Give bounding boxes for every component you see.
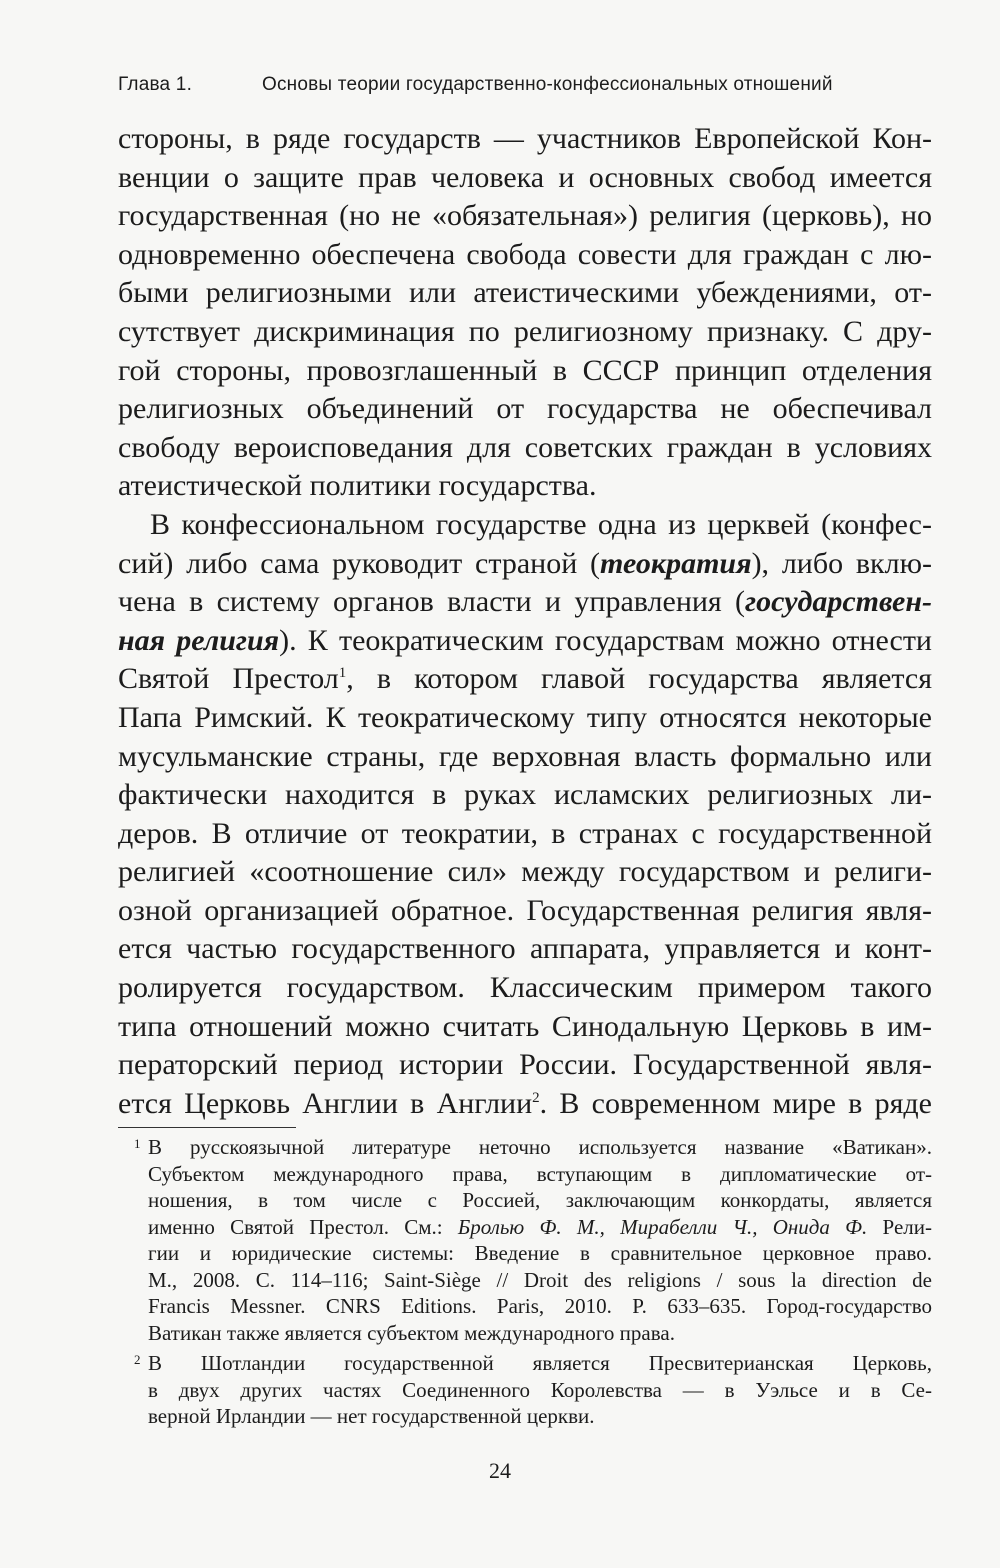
text-line: В конфессиональном государстве одна из церквей (конфес- (150, 507, 932, 541)
term-state-religion-part2: ная религия (118, 623, 280, 657)
chapter-label: Глава 1. (118, 74, 193, 95)
cited-authors: Бролью Ф. М., Мирабелли Ч., Онида Ф. (457, 1214, 868, 1239)
text-line: типа отношений можно считать Синодальную Церковь в им- (118, 1009, 932, 1043)
text-line: свободу вероисповедания для советских граждан в условиях (118, 430, 932, 464)
term-theocracy: теократия (600, 546, 752, 580)
text-line (118, 1085, 932, 1124)
footnote-line: в двух других частях Соединенного Королевства — в Уэльсе и в Се- (148, 1377, 932, 1402)
footnote-line: Francis Messner. CNRS Editions. Paris, 2010. P. 633–635. Город-государство (148, 1294, 932, 1318)
footnotes (118, 1134, 932, 1430)
text-line: атеистической политики государства. (118, 469, 597, 503)
text-run: Святой Престол (118, 662, 339, 696)
text-run: чена в систему органов власти и управления ( (118, 585, 746, 619)
page-number: 24 (489, 1458, 511, 1483)
text-line: мусульманские страны, где верховная власть формально или (118, 739, 932, 773)
footnote-1 (118, 1134, 932, 1346)
text-line: фактически находится в руках исламских религиозных ли- (118, 778, 932, 812)
text-line: религиозных объединений от государства не обеспечивал (118, 392, 932, 426)
text-run: , в котором главой государства является (346, 662, 933, 696)
footnote-line: Субъектом международного права, вступающим в дипломатические от- (148, 1161, 932, 1186)
text-line: венции о защите прав человека и основных свобод имеется (118, 160, 932, 194)
paragraph-1 (118, 120, 932, 506)
text-run: Рели- (867, 1214, 932, 1239)
footnote-line: ношения, в том числе с Россией, заключающим конкордаты, является (148, 1188, 932, 1212)
text-run: ), либо вклю- (751, 546, 932, 580)
footnote-divider (118, 1127, 296, 1128)
term-state-religion-part1: государствен- (745, 585, 932, 619)
text-line: стороны, в ряде государств — участников Европейской Кон- (118, 122, 932, 155)
main-text (118, 120, 932, 1123)
text-run: ется Церковь Англии в Англии (118, 1086, 533, 1120)
text-line: сутствует дискриминация по религиозному признаку. С дру- (118, 314, 932, 348)
text-line: Папа Римский. К теократическому типу относятся некоторые (118, 700, 932, 734)
footnote-line: В русскоязычной литературе неточно используется название «Ватикан». (148, 1135, 932, 1159)
text-line: одновременно обеспечена свобода совести для граждан с лю- (118, 237, 932, 271)
text-line (118, 622, 932, 661)
footnote-line: гии и юридические системы: Введение в сравнительное церковное право. (148, 1241, 932, 1265)
text-line: ется частью государственного аппарата, управляется и конт- (118, 932, 932, 966)
footnote-mark: 1 (134, 1136, 141, 1151)
footnote-2 (118, 1350, 932, 1430)
text-line: религией «соотношение сил» между государством и религи- (118, 855, 932, 889)
footnote-ref-2[interactable]: 2 (532, 1089, 540, 1106)
chapter-title: Основы теории государственно-конфессиональных отношений (262, 74, 833, 95)
text-line: ператорский период истории России. Государственной явля- (118, 1048, 932, 1082)
text-line (118, 583, 932, 622)
paragraph-2 (118, 506, 932, 1124)
text-line: озной организацией обратное. Государственная религия явля- (118, 893, 932, 927)
text-run: именно Святой Престол. См.: (148, 1214, 458, 1239)
footnote-line (148, 1214, 932, 1241)
text-line: деров. В отличие от теократии, в странах с государственной (118, 816, 932, 850)
text-line: гой стороны, провозглашенный в СССР принцип отделения (118, 353, 932, 387)
footnote-line: верной Ирландии — нет государственной церкви. (148, 1404, 595, 1428)
text-line (118, 660, 932, 699)
text-run: . В современном мире в ряде (539, 1086, 932, 1120)
text-line: быми религиозными или атеистическими убеждениями, от- (118, 276, 932, 310)
footnote-line: В Шотландии государственной является Пресвитерианская Церковь, (148, 1351, 932, 1375)
text-line: ролируется государством. Классическим примером такого (118, 971, 932, 1005)
text-line: государственная (но не «обязательная») религия (церковь), но (118, 199, 932, 233)
footnote-mark: 2 (134, 1352, 141, 1367)
footnote-line: М., 2008. С. 114–116; Saint-Siège // Droit des religions / sous la direction de (148, 1267, 932, 1292)
text-run: ). К теократическим государствам можно отнести (279, 623, 932, 657)
footnote-ref-1[interactable]: 1 (338, 665, 347, 682)
text-run: сий) либо сама руководит страной ( (118, 546, 601, 580)
text-line (118, 545, 932, 584)
footnote-line: Ватикан также является субъектом международного права. (148, 1320, 675, 1345)
